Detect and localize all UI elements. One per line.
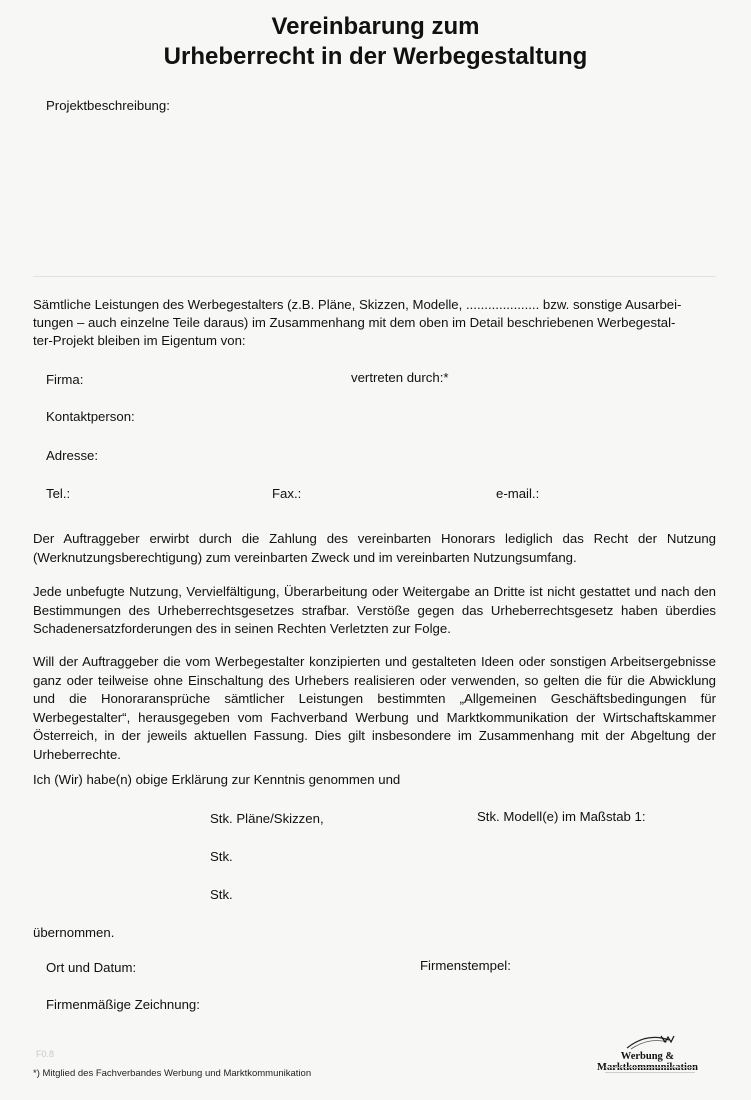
firma-label: Firma: [46, 372, 84, 387]
tel-label: Tel.: [46, 486, 71, 501]
firmenmaessige-zeichnung-label: Firmenmäßige Zeichnung: [46, 997, 200, 1012]
intro-line-2: tungen – auch einzelne Teile daraus) im Zusammenhang mit dem oben im Detail beschriebenen Werbegestal- [33, 315, 676, 330]
page-reference: F0.8 [36, 1049, 55, 1059]
logo-swoosh-icon [575, 1032, 720, 1052]
ort-datum-label: Ort und Datum: [46, 960, 137, 975]
stk-modell-label: Stk. Modell(e) im Maßstab 1: [477, 809, 646, 824]
document-title-line1: Vereinbarung zum [271, 13, 480, 40]
project-description-label: Projektbeschreibung: [46, 98, 170, 113]
document-title-line2: Urheberrecht in der Werbegestaltung [163, 43, 588, 70]
stk-label-3: Stk. [210, 887, 233, 902]
fachverband-logo [575, 1032, 720, 1077]
stk-plaene-label: Stk. Pläne/Skizzen, [210, 811, 324, 826]
vertreten-durch-label: vertreten durch:* [351, 370, 449, 385]
logo-subline [605, 1067, 695, 1073]
paragraph-nutzung: Der Auftraggeber erwirbt durch die Zahlung des vereinbarten Honorars lediglich das Recht der Nutzung (Werknutzungsberechtigung) zum vereinbarten Zweck und im vereinbarten Nutzungsumfang. [33, 531, 716, 565]
divider [33, 276, 716, 277]
email-label: e-mail.: [496, 486, 540, 501]
intro-line-3: ter-Projekt bleiben im Eigentum von: [33, 333, 246, 348]
intro-line-1: Sämtliche Leistungen des Werbegestalters (z.B. Pläne, Skizzen, Modelle, .................... bzw. sonstige Ausarbei- [33, 297, 682, 312]
fax-label: Fax.: [272, 486, 302, 501]
project-description-field[interactable] [33, 118, 716, 268]
stk-label-2: Stk. [210, 849, 233, 864]
acknowledgement-text: Ich (Wir) habe(n) obige Erklärung zur Kenntnis genommen und [33, 772, 401, 787]
adresse-label: Adresse: [46, 448, 99, 463]
firmenstempel-label: Firmenstempel: [420, 958, 511, 973]
paragraph-agb: Will der Auftraggeber die vom Werbegestalter konzipierten und gestalteten Ideen oder sonstigen Arbeitsergebnisse ganz oder teilweise ohne Einschaltung des Urhebers realisieren oder verwenden, so gelten die für die Abwicklung und die Honoraransprüche sämtlicher Leistungen bestimmten „Allgemeinen Geschäftsbedingungen für Werbegestalter“, herausgegeben vom Fachverband Werbung und Marktkommunikation der Wirtschaftskammer Österreich, in der jeweils aktuellen Fassung. Dies gilt insbesondere im Zusammenhang mit der Abgeltung der Urheberrechte. [33, 654, 716, 762]
kontaktperson-label: Kontaktperson: [46, 409, 135, 424]
uebernommen-text: übernommen. [33, 925, 115, 940]
logo-text: Werbung & Marktkommunikation [597, 1051, 698, 1073]
footnote: *) Mitglied des Fachverbandes Werbung und Marktkommunikation [33, 1068, 312, 1079]
paragraph-verbot: Jede unbefugte Nutzung, Vervielfältigung, Überarbeitung oder Weitergabe an Dritte ist nicht gestattet und nach den Bestimmungen des Urheberrechtsgesetzes strafbar. Verstöße gegen das Urheberrechtsgesetz haben überdies Schadenersatzforderungen des in seinen Rechten Verletzten zur Folge. [33, 584, 716, 636]
